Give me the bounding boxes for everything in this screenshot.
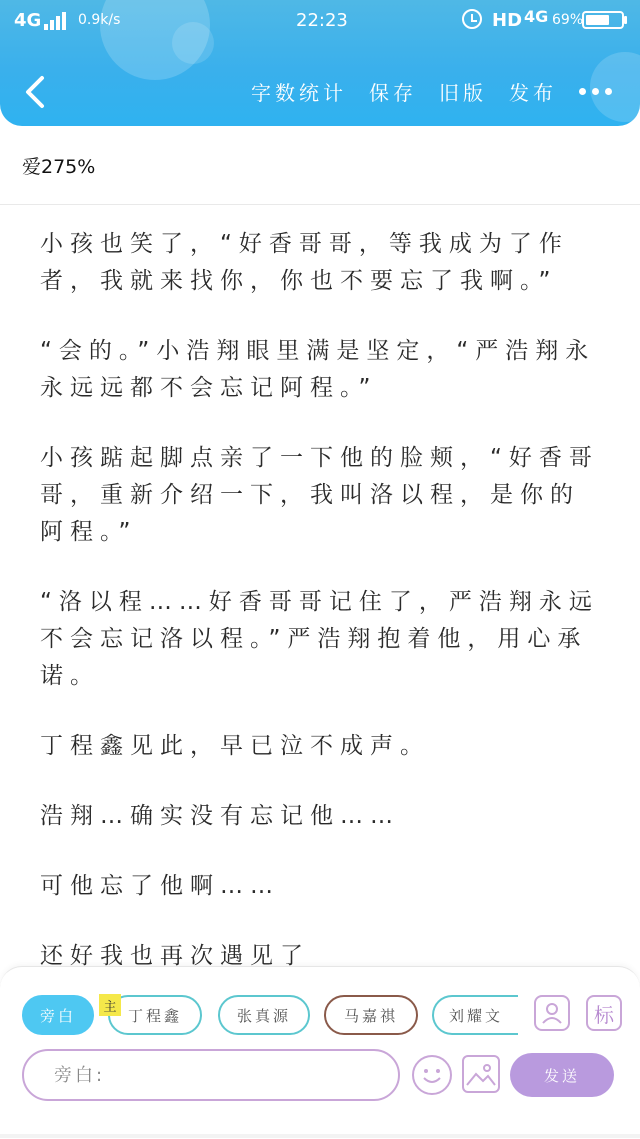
battery-tip: [624, 16, 627, 24]
paragraph: “会的。”小浩翔眼里满是坚定，“严浩翔永永远远都不会忘记阿程。”: [40, 338, 596, 401]
chevron-left-icon: [18, 72, 52, 112]
bottom-edge: [0, 1134, 640, 1138]
app-header: [0, 0, 640, 126]
paragraph: 小孩也笑了，“好香哥哥，等我成为了作者，我就来找你，你也不要忘了我啊。”: [40, 231, 569, 294]
composer-panel: [0, 966, 640, 1139]
paragraph: 可他忘了他啊……: [40, 873, 280, 899]
network-speed: 0.9k/s: [78, 12, 121, 28]
clock: 22:23: [296, 10, 348, 31]
send-button[interactable]: 发送: [510, 1053, 614, 1097]
paragraph: 还好我也再次遇见了: [40, 943, 310, 966]
word-count-button[interactable]: 字数统计: [251, 80, 347, 105]
image-icon: [464, 1057, 498, 1091]
chapter-title-row[interactable]: [0, 126, 640, 205]
role-chip-3[interactable]: 马嘉祺: [324, 995, 418, 1035]
paragraph: “洛以程……好香哥哥记住了，严浩翔永远不会忘记洛以程。”严浩翔抱着他，用心承诺。: [40, 589, 599, 689]
person-card-icon: [536, 997, 568, 1029]
publish-button[interactable]: 发布: [509, 80, 557, 105]
role-chip-2[interactable]: 张真源: [218, 995, 310, 1035]
role-chip-1[interactable]: 丁程鑫: [108, 995, 202, 1035]
signal-icon: [44, 12, 68, 30]
battery-fill: [586, 15, 609, 25]
header-actions: [229, 74, 640, 108]
message-input[interactable]: [22, 1049, 400, 1101]
more-icon[interactable]: [579, 88, 612, 95]
emoji-button[interactable]: [412, 1055, 452, 1095]
save-button[interactable]: 保存: [369, 80, 417, 105]
status-bar: [0, 0, 640, 42]
story-content[interactable]: [40, 226, 600, 966]
network-type: 4G: [14, 10, 42, 31]
network-type-secondary: 4G: [524, 7, 549, 26]
tag-button[interactable]: 标: [586, 995, 622, 1031]
image-button[interactable]: [462, 1055, 500, 1093]
old-version-button[interactable]: 旧版: [439, 80, 487, 105]
smiley-icon: [414, 1057, 450, 1093]
chapter-title: 爱275%: [22, 156, 96, 178]
paragraph: 小孩踮起脚点亲了一下他的脸颊，“好香哥哥，重新介绍一下，我叫洛以程，是你的阿程。”: [40, 445, 599, 545]
hd-indicator: HD: [492, 10, 523, 31]
battery-icon: [582, 11, 624, 29]
role-chip-narrator[interactable]: 旁白: [22, 995, 94, 1035]
main-role-badge: 主: [99, 994, 121, 1016]
back-button[interactable]: [18, 72, 52, 112]
role-chip-4[interactable]: 刘耀文: [432, 995, 518, 1035]
paragraph: 浩翔…确实没有忘记他……: [40, 803, 400, 829]
alarm-icon: [462, 9, 482, 29]
battery-percent: 69%: [552, 12, 584, 28]
paragraph: 丁程鑫见此，早已泣不成声。: [40, 733, 430, 759]
character-manage-button[interactable]: [534, 995, 570, 1031]
